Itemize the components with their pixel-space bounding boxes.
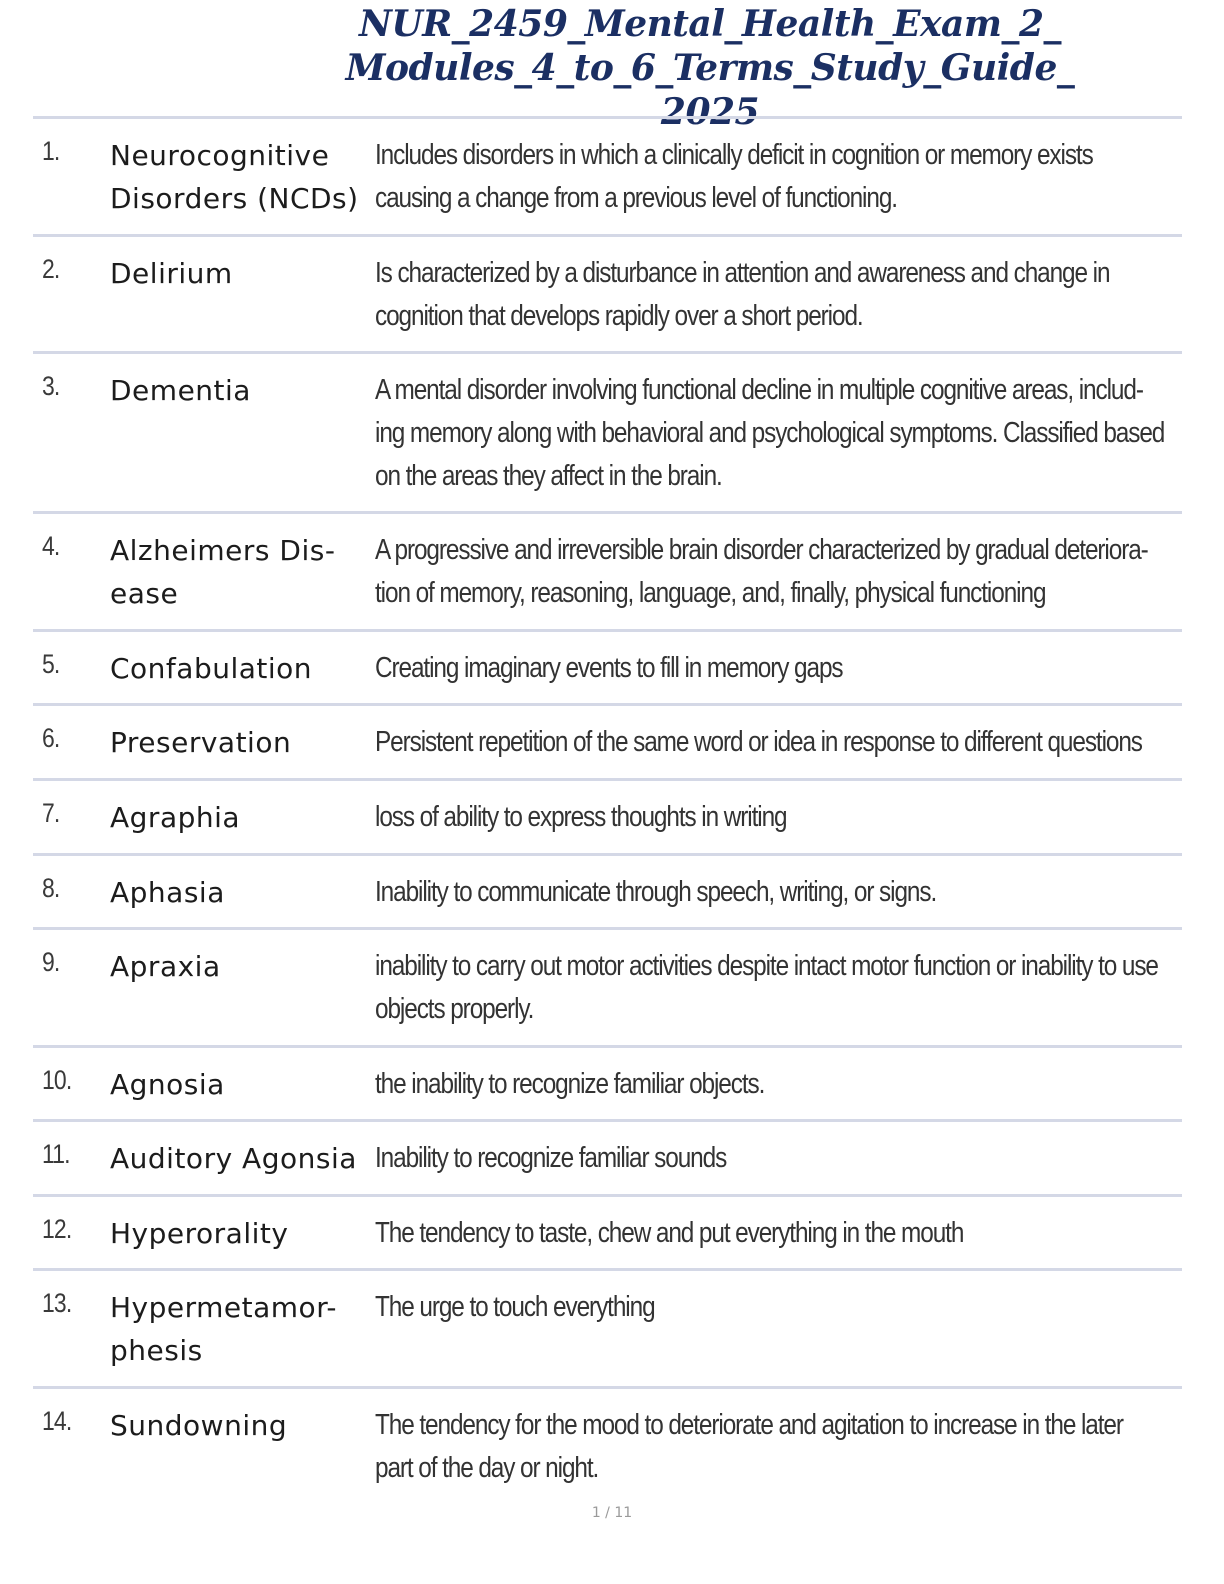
term-row — [33, 703, 1182, 778]
term-definition: Is characterized by a disturbance in attention and awareness and change in cognition that develops rapidly over a short period. — [375, 257, 1110, 332]
term-row — [33, 778, 1182, 853]
term-name: Preservation — [110, 726, 292, 759]
term-number: 4. — [42, 531, 60, 561]
term-row — [33, 1045, 1182, 1119]
term-row — [33, 927, 1182, 1045]
term-row — [33, 511, 1182, 629]
term-number: 3. — [42, 371, 60, 401]
term-number: 14. — [42, 1406, 72, 1436]
title-line-1: NUR_2459_Mental_Health_Exam_2_ — [358, 3, 1062, 45]
term-definition: the inability to recognize familiar objects. — [375, 1068, 765, 1100]
term-name: Hypermetamor-phesis — [110, 1291, 338, 1367]
terms-list — [33, 116, 1182, 1496]
term-number: 12. — [42, 1214, 72, 1244]
term-row — [33, 1119, 1182, 1194]
term-number: 1. — [42, 136, 60, 166]
term-row — [33, 853, 1182, 927]
term-definition: The tendency for the mood to deteriorate and agitation to increase in the later part of the day or night. — [375, 1409, 1123, 1484]
term-number: 10. — [42, 1065, 72, 1095]
term-number: 5. — [42, 649, 60, 679]
page-number: 1 / 11 — [591, 1505, 633, 1521]
term-row — [33, 351, 1182, 511]
term-name: Sundowning — [110, 1409, 288, 1442]
term-number: 13. — [42, 1288, 72, 1318]
term-number: 8. — [42, 873, 60, 903]
term-definition: Inability to recognize familiar sounds — [375, 1142, 727, 1174]
term-name: Auditory Agonsia — [110, 1142, 357, 1175]
term-definition: The urge to touch everything — [375, 1291, 655, 1323]
term-name: Dementia — [110, 374, 251, 407]
term-name: Hyperorality — [110, 1217, 289, 1250]
term-row — [33, 1386, 1182, 1496]
term-name: Neurocognitive Disorders (NCDs) — [110, 139, 359, 215]
title-line-3: 2025 — [660, 91, 760, 133]
term-definition: inability to carry out motor activities despite intact motor function or inability to use objects properly. — [375, 950, 1158, 1025]
term-number: 2. — [42, 254, 60, 284]
term-number: 11. — [42, 1139, 70, 1169]
term-row — [33, 629, 1182, 703]
term-definition: A mental disorder involving functional decline in multiple cognitive areas, includ-ing memory along with behavioral and psychological symptoms. Classified based on the areas they affect in the brain. — [375, 374, 1165, 492]
term-number: 9. — [42, 947, 60, 977]
term-definition: Inability to communicate through speech, writing, or signs. — [375, 876, 937, 908]
term-name: Agraphia — [110, 801, 241, 834]
term-name: Alzheimers Dis-ease — [110, 534, 336, 610]
term-name: Agnosia — [110, 1068, 225, 1101]
term-row — [33, 1194, 1182, 1268]
term-name: Apraxia — [110, 950, 221, 983]
term-row — [33, 116, 1182, 234]
term-definition: Includes disorders in which a clinically deficit in cognition or memory exists causing a change from a previous level of functioning. — [375, 139, 1093, 214]
term-name: Confabulation — [110, 652, 313, 685]
term-definition: A progressive and irreversible brain disorder characterized by gradual deteriora-tion of memory, reasoning, language, and, finally, physical functioning — [375, 534, 1148, 609]
term-definition: Persistent repetition of the same word or idea in response to different questions — [375, 726, 1142, 758]
term-name: Aphasia — [110, 876, 225, 909]
title-line-2: Modules_4_to_6_Terms_Study_Guide_ — [345, 47, 1075, 89]
term-definition: The tendency to taste, chew and put everything in the mouth — [375, 1217, 964, 1249]
term-definition: loss of ability to express thoughts in writing — [375, 801, 787, 833]
term-number: 7. — [42, 798, 60, 828]
document-title — [300, 2, 1120, 134]
term-name: Delirium — [110, 257, 233, 290]
term-definition: Creating imaginary events to fill in memory gaps — [375, 652, 843, 684]
term-row — [33, 1268, 1182, 1386]
term-row — [33, 234, 1182, 351]
term-number: 6. — [42, 723, 60, 753]
